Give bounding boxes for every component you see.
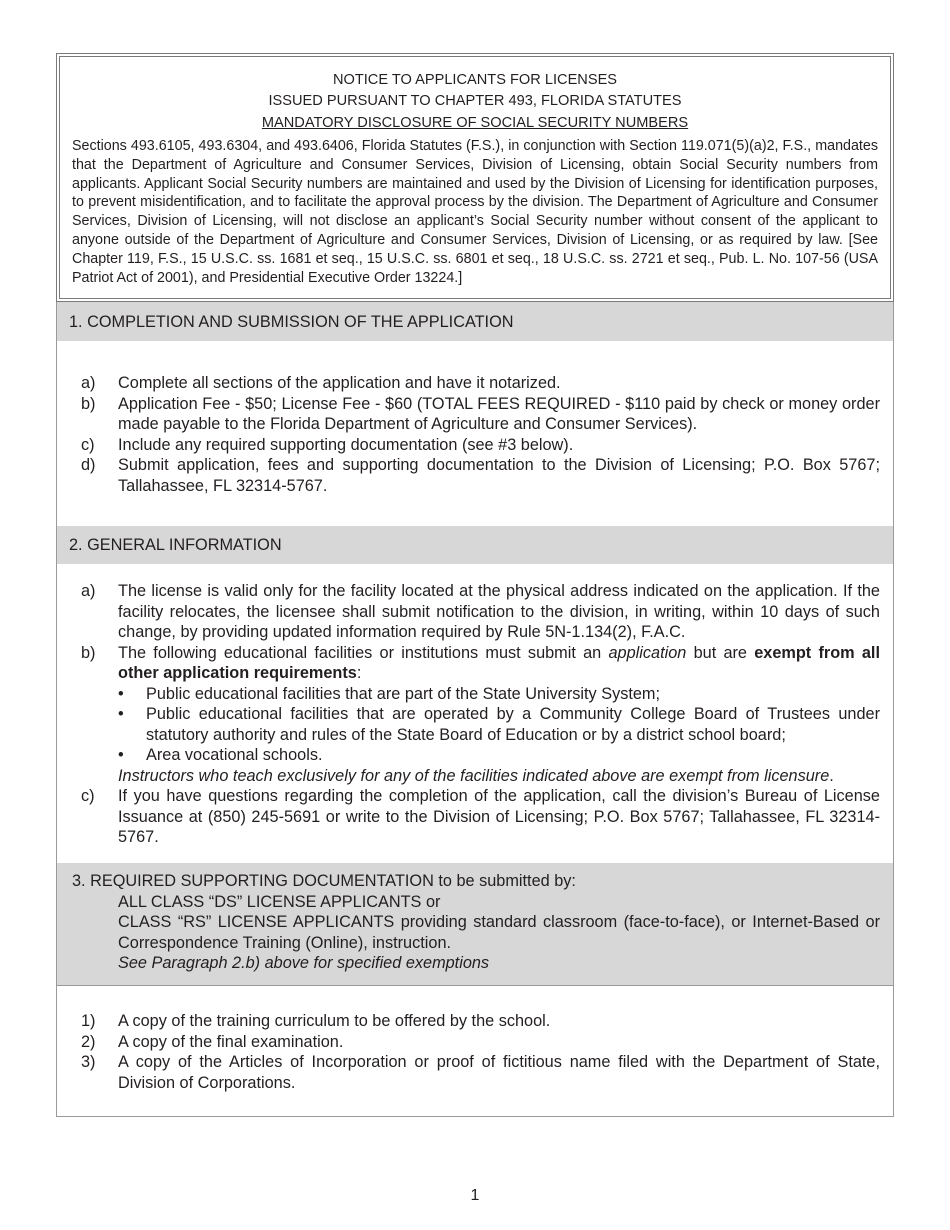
bullet-glyph: • — [118, 684, 124, 703]
list-item-text-bold: exempt from all other application requirements — [118, 643, 880, 682]
list-item-text: Application Fee - $50; License Fee - $60 (TOTAL FEES REQUIRED - $110 paid by check or money order made payable to the Florida Department of Agriculture and Consumer Services). — [118, 394, 880, 433]
section3-exemptions-text: See Paragraph 2.b) above for specified exemptions — [118, 954, 490, 972]
list-item-text: The license is valid only for the facility located at the physical address indicated on the application. If the facility relocates, the licensee shall submit notification to the division, in writing, within 10 days of such change, by providing updated information required by Rule 5N-1.134(2), F.A.C. — [118, 582, 880, 641]
list-item — [57, 581, 893, 643]
notice-title-line1: NOTICE TO APPLICANTS FOR LICENSES — [332, 72, 618, 88]
list-item — [57, 1032, 893, 1053]
list-item-label: a) — [81, 374, 96, 392]
ssn-notice-box — [56, 53, 894, 302]
list-item-label: c) — [81, 787, 95, 805]
section3-heading — [57, 871, 893, 974]
list-item-text: Include any required supporting documentation (see #3 below). — [118, 435, 574, 454]
list-item-text-part: : — [356, 664, 362, 682]
list-item-label: 3) — [81, 1053, 96, 1071]
list-item-label: 2) — [81, 1032, 96, 1051]
list-item — [57, 1052, 893, 1093]
list-item-text: A copy of the Articles of Incorporation or proof of fictitious name filed with the Department of State, Division of Corporations. — [118, 1053, 880, 1092]
section1-list — [57, 373, 893, 496]
section3-divider — [57, 985, 893, 986]
list-item — [57, 786, 893, 848]
bullet-item — [57, 745, 893, 766]
list-item-text: If you have questions regarding the completion of the application, call the division’s Bureau of License Issuance at (850) 245-5691 or write to the Division of Licensing; P.O. Box 5767; Tallahassee, FL 32314-5767. — [118, 787, 880, 846]
instructors-note-period: . — [829, 766, 834, 785]
notice-heading — [72, 70, 878, 135]
bullet-glyph: • — [118, 746, 124, 764]
bullet-item — [57, 704, 893, 745]
instructors-note-text: Instructors who teach exclusively for any of the facilities indicated above are exempt from licensure — [118, 766, 830, 785]
list-item — [57, 435, 893, 456]
list-item-text-italic: application — [608, 643, 687, 662]
list-item — [57, 373, 893, 394]
list-item-label: b) — [81, 643, 96, 662]
instructors-note — [57, 766, 893, 787]
section3-title: 3. REQUIRED SUPPORTING DOCUMENTATION to be submitted by: — [72, 872, 576, 890]
list-item-text: Complete all sections of the application and have it notarized. — [118, 374, 561, 392]
list-item-text: A copy of the training curriculum to be offered by the school. — [118, 1012, 551, 1030]
list-item — [57, 643, 893, 684]
section3-ds-line: ALL CLASS “DS” LICENSE APPLICANTS or — [118, 892, 441, 911]
bullet-text: Public educational facilities that are operated by a Community College Board of Trustees under statutory authority and rules of the State Board of Education or by a district school board; — [146, 705, 880, 744]
list-item-text-part: but are — [686, 643, 755, 662]
section3-exemptions-note — [57, 953, 893, 974]
section2-list — [57, 581, 893, 848]
list-item-label: a) — [81, 582, 96, 600]
section3-header-band — [57, 863, 893, 985]
section1-title: 1. COMPLETION AND SUBMISSION OF THE APPLICATION — [69, 313, 514, 331]
section2-title: 2. GENERAL INFORMATION — [69, 536, 282, 554]
ssn-notice-inner — [59, 56, 891, 299]
bullet-glyph: • — [118, 705, 124, 723]
instructions-box — [56, 302, 894, 1117]
list-item-text-part: The following educational facilities or institutions must submit an — [118, 643, 609, 662]
section1-header-band — [57, 302, 893, 341]
bullet-text: Area vocational schools. — [146, 746, 323, 764]
list-item-text: A copy of the final examination. — [118, 1032, 344, 1051]
list-item-label: 1) — [81, 1012, 96, 1030]
notice-title-line2: ISSUED PURSUANT TO CHAPTER 493, FLORIDA STATUTES — [268, 93, 682, 109]
list-item-label: d) — [81, 456, 96, 474]
section3-rs-line: CLASS “RS” LICENSE APPLICANTS providing standard classroom (face-to-face), or Internet-Based or Correspondence Training (Online), instruction. — [118, 913, 880, 952]
notice-body-text: Sections 493.6105, 493.6304, and 493.6406, Florida Statutes (F.S.), in conjunction with Section 119.071(5)(a)2, F.S., mandates that the Department of Agriculture and Consumer Services, Division of Licensing, obtain Social Security numbers from applicants. Applicant Social Security numbers are maintained and used by the Division of Licensing for identification purposes, to prevent misidentification, and to facilitate the approval process by the division. The Department of Agriculture and Consumer Services, Division of Licensing, will not disclose an applicant’s Social Security number without consent of the applicant to anyone outside of the Department of Agriculture and Consumer Services, Division of Licensing, or as required by law. [See Chapter 119, F.S., 15 U.S.C. ss. 1681 et seq., 15 U.S.C. ss. 6801 et seq., 18 U.S.C. ss. 2721 et seq., Pub. L. No. 107-56 (USA Patriot Act of 2001), and Presidential Executive Order 13224.] — [72, 138, 878, 286]
bullet-text: Public educational facilities that are part of the State University System; — [146, 684, 661, 703]
list-item-label: c) — [81, 435, 95, 454]
list-item — [57, 1011, 893, 1032]
bullet-item — [57, 684, 893, 705]
page-number: 1 — [470, 1187, 480, 1204]
list-item-text: Submit application, fees and supporting documentation to the Division of Licensing; P.O. Box 5767; Tallahassee, FL 32314-5767. — [118, 456, 880, 495]
list-item — [57, 455, 893, 496]
list-item-label: b) — [81, 394, 96, 413]
section2-header-band — [57, 526, 893, 564]
section3-list — [57, 1011, 893, 1093]
notice-title-line3: MANDATORY DISCLOSURE OF SOCIAL SECURITY NUMBERS — [261, 115, 689, 131]
list-item — [57, 394, 893, 435]
